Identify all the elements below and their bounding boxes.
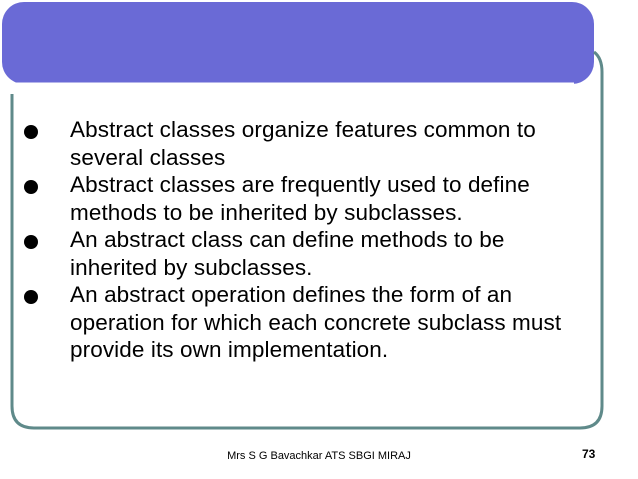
bullet-icon [24, 226, 70, 256]
bullet-text: An abstract class can define methods to be inherited by subclasses. [70, 227, 505, 280]
bullet-text: An abstract operation defines the form of an operation for which each concrete subclass must provide its own implementation. [70, 282, 562, 362]
bullet-item [24, 171, 594, 226]
footer-text: Mrs S G Bavachkar ATS SBGI MIRAJ [227, 450, 411, 462]
bullet-item [24, 226, 594, 281]
bullet-list [24, 116, 594, 364]
bullet-item [24, 281, 594, 364]
page-number: 73 [582, 447, 596, 461]
bullet-item [24, 116, 594, 171]
bullet-icon [24, 171, 70, 201]
bullet-text: Abstract classes organize features common to several classes [70, 117, 536, 170]
bullet-icon [24, 281, 70, 311]
bullet-icon [24, 116, 70, 146]
bullet-text: Abstract classes are frequently used to define methods to be inherited by subclasses. [70, 172, 530, 225]
title-bar [2, 2, 594, 84]
